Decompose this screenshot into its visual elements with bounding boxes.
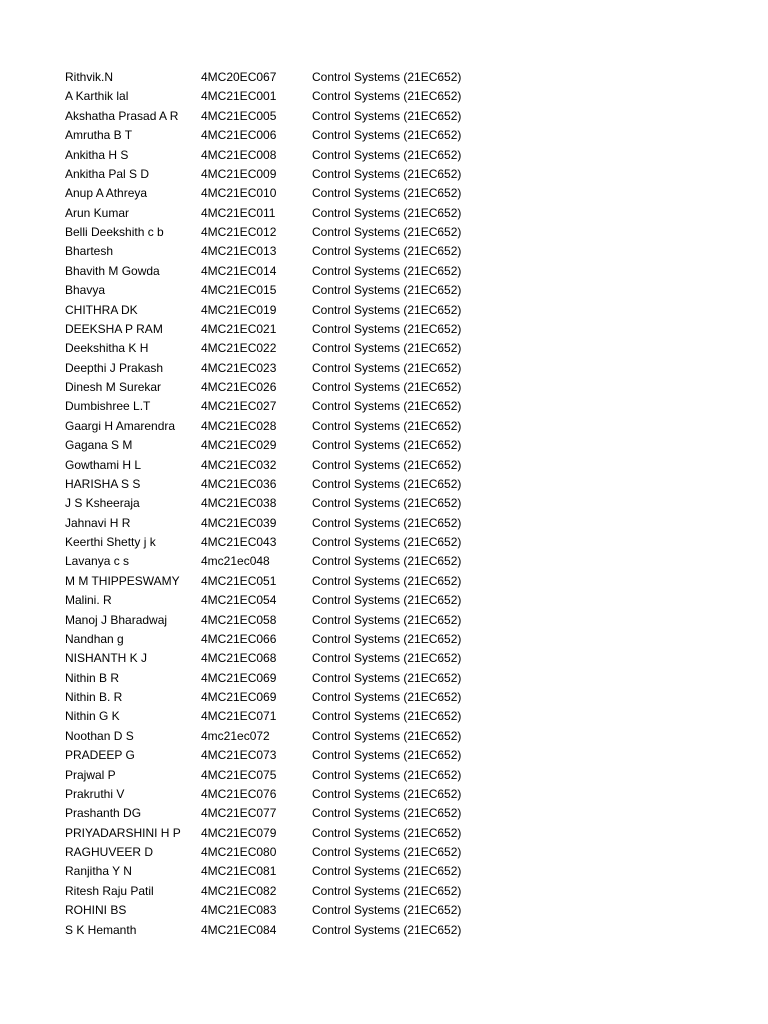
student-list: [0, 68, 768, 940]
course-cell: Control Systems (21EC652): [312, 515, 462, 530]
table-row: [0, 611, 768, 630]
usn-cell: 4MC21EC069: [201, 690, 277, 704]
course-cell: Control Systems (21EC652): [312, 380, 462, 394]
course-cell: Control Systems (21EC652): [312, 321, 462, 336]
table-row: [0, 766, 768, 785]
usn-cell: 4MC21EC066: [201, 631, 277, 646]
usn-cell: 4MC21EC036: [201, 476, 277, 491]
student-name-cell: Nithin B. R: [65, 690, 123, 704]
usn-cell: 4MC21EC083: [201, 903, 277, 918]
usn-cell: 4MC21EC021: [201, 321, 277, 336]
table-row: [0, 107, 768, 126]
table-row: [0, 204, 768, 223]
table-row: [0, 591, 768, 610]
student-name-cell: Rithvik.N: [65, 70, 114, 84]
student-name-cell: Nithin B R: [65, 670, 120, 685]
usn-cell: 4mc21ec048: [201, 554, 270, 569]
course-cell: Control Systems (21EC652): [312, 225, 462, 239]
usn-cell: 4MC21EC068: [201, 651, 277, 666]
usn-cell: 4MC21EC023: [201, 360, 277, 375]
course-cell: Control Systems (21EC652): [312, 670, 462, 685]
student-name-cell: Prakruthi V: [65, 786, 125, 801]
course-cell: Control Systems (21EC652): [312, 166, 462, 181]
usn-cell: 4MC21EC077: [201, 806, 277, 821]
usn-cell: 4MC21EC028: [201, 418, 277, 433]
course-cell: Control Systems (21EC652): [312, 418, 462, 433]
student-name-cell: A Karthik lal: [65, 89, 129, 104]
course-cell: Control Systems (21EC652): [312, 883, 462, 898]
course-cell: Control Systems (21EC652): [312, 70, 462, 84]
table-row: [0, 397, 768, 416]
table-row: [0, 901, 768, 920]
student-name-cell: Bhavya: [65, 283, 106, 298]
table-row: [0, 281, 768, 300]
student-name-cell: Amrutha B T: [65, 128, 133, 143]
usn-cell: 4MC21EC006: [201, 128, 277, 143]
usn-cell: 4MC21EC058: [201, 612, 277, 627]
student-name-cell: Deepthi J Prakash: [65, 360, 164, 375]
table-row: [0, 242, 768, 261]
table-row: [0, 843, 768, 862]
course-cell: Control Systems (21EC652): [312, 535, 462, 549]
student-name-cell: Gaargi H Amarendra: [65, 418, 176, 433]
course-cell: Control Systems (21EC652): [312, 728, 462, 743]
student-name-cell: Malini. R: [65, 593, 112, 608]
course-cell: Control Systems (21EC652): [312, 903, 462, 918]
usn-cell: 4MC21EC029: [201, 438, 277, 453]
table-row: [0, 475, 768, 494]
table-row: [0, 301, 768, 320]
course-cell: Control Systems (21EC652): [312, 806, 462, 821]
usn-cell: 4MC21EC039: [201, 515, 277, 530]
course-cell: Control Systems (21EC652): [312, 786, 462, 801]
student-name-cell: Manoj J Bharadwaj: [65, 612, 168, 627]
student-name-cell: Belli Deekshith c b: [65, 225, 164, 239]
course-cell: Control Systems (21EC652): [312, 612, 462, 627]
student-name-cell: Jahnavi H R: [65, 515, 131, 530]
table-row: [0, 804, 768, 823]
table-row: [0, 223, 768, 242]
student-name-cell: Ranjitha Y N: [65, 864, 132, 879]
usn-cell: 4MC21EC069: [201, 670, 277, 685]
usn-cell: 4MC21EC054: [201, 593, 277, 608]
course-cell: Control Systems (21EC652): [312, 845, 462, 859]
course-cell: Control Systems (21EC652): [312, 89, 462, 104]
course-cell: Control Systems (21EC652): [312, 554, 462, 569]
student-name-cell: NISHANTH K J: [65, 651, 148, 666]
table-row: [0, 87, 768, 106]
table-row: [0, 339, 768, 358]
usn-cell: 4MC21EC010: [201, 186, 277, 201]
usn-cell: 4MC21EC014: [201, 263, 277, 278]
course-cell: Control Systems (21EC652): [312, 631, 462, 646]
student-name-cell: Gagana S M: [65, 438, 133, 453]
student-name-cell: DEEKSHA P RAM: [65, 321, 163, 336]
table-row: [0, 630, 768, 649]
student-name-cell: Noothan D S: [65, 728, 134, 743]
usn-cell: 4MC21EC009: [201, 166, 277, 181]
table-row: [0, 785, 768, 804]
course-cell: Control Systems (21EC652): [312, 864, 462, 879]
usn-cell: 4MC21EC027: [201, 399, 277, 414]
course-cell: Control Systems (21EC652): [312, 186, 462, 201]
student-name-cell: Deekshitha K H: [65, 341, 149, 356]
usn-cell: 4MC21EC075: [201, 767, 277, 782]
table-row: [0, 649, 768, 668]
student-name-cell: Prajwal P: [65, 767, 116, 782]
table-row: [0, 184, 768, 203]
table-row: [0, 669, 768, 688]
course-cell: Control Systems (21EC652): [312, 263, 462, 278]
course-cell: Control Systems (21EC652): [312, 244, 462, 259]
course-cell: Control Systems (21EC652): [312, 147, 462, 162]
student-name-cell: Ankitha Pal S D: [65, 166, 150, 181]
table-row: [0, 456, 768, 475]
course-cell: Control Systems (21EC652): [312, 922, 462, 937]
student-name-cell: Keerthi Shetty j k: [65, 535, 156, 549]
usn-cell: 4MC20EC067: [201, 70, 277, 84]
student-name-cell: Nandhan g: [65, 631, 124, 646]
student-name-cell: Akshatha Prasad A R: [65, 108, 179, 123]
student-name-cell: Prashanth DG: [65, 806, 142, 821]
table-row: [0, 707, 768, 726]
usn-cell: 4MC21EC043: [201, 535, 277, 549]
student-name-cell: J S Ksheeraja: [65, 496, 140, 511]
student-name-cell: ROHINI BS: [65, 903, 127, 918]
student-name-cell: Dumbishree L.T: [65, 399, 151, 414]
table-row: [0, 494, 768, 513]
course-cell: Control Systems (21EC652): [312, 302, 462, 317]
usn-cell: 4MC21EC071: [201, 709, 277, 724]
table-row: [0, 146, 768, 165]
student-name-cell: PRADEEP G: [65, 748, 135, 763]
usn-cell: 4MC21EC001: [201, 89, 277, 104]
table-row: [0, 165, 768, 184]
usn-cell: 4MC21EC038: [201, 496, 277, 511]
usn-cell: 4MC21EC019: [201, 302, 277, 317]
table-row: [0, 514, 768, 533]
course-cell: Control Systems (21EC652): [312, 457, 462, 472]
student-name-cell: Ankitha H S: [65, 147, 129, 162]
usn-cell: 4MC21EC022: [201, 341, 277, 356]
table-row: [0, 862, 768, 881]
table-row: [0, 727, 768, 746]
course-cell: Control Systems (21EC652): [312, 748, 462, 763]
student-name-cell: Nithin G K: [65, 709, 120, 724]
student-name-cell: Bhartesh: [65, 244, 114, 259]
course-cell: Control Systems (21EC652): [312, 690, 462, 704]
table-row: [0, 126, 768, 145]
course-cell: Control Systems (21EC652): [312, 593, 462, 608]
student-name-cell: Lavanya c s: [65, 554, 130, 569]
usn-cell: 4MC21EC005: [201, 108, 277, 123]
course-cell: Control Systems (21EC652): [312, 709, 462, 724]
table-row: [0, 262, 768, 281]
usn-cell: 4MC21EC079: [201, 825, 277, 840]
student-name-cell: RAGHUVEER D: [65, 845, 154, 859]
student-name-cell: Bhavith M Gowda: [65, 263, 160, 278]
course-cell: Control Systems (21EC652): [312, 825, 462, 840]
course-cell: Control Systems (21EC652): [312, 205, 462, 220]
table-row: [0, 572, 768, 591]
usn-cell: 4MC21EC084: [201, 922, 277, 937]
course-cell: Control Systems (21EC652): [312, 283, 462, 298]
table-row: [0, 921, 768, 940]
usn-cell: 4MC21EC026: [201, 380, 277, 394]
student-name-cell: CHITHRA DK: [65, 302, 138, 317]
student-name-cell: PRIYADARSHINI H P: [65, 825, 181, 840]
usn-cell: 4MC21EC012: [201, 225, 277, 239]
usn-cell: 4MC21EC076: [201, 786, 277, 801]
table-row: [0, 746, 768, 765]
table-row: [0, 68, 768, 87]
course-cell: Control Systems (21EC652): [312, 651, 462, 666]
student-name-cell: Dinesh M Surekar: [65, 380, 162, 394]
table-row: [0, 552, 768, 571]
student-name-cell: S K Hemanth: [65, 922, 137, 937]
usn-cell: 4MC21EC011: [201, 205, 276, 220]
student-name-cell: HARISHA S S: [65, 476, 141, 491]
course-cell: Control Systems (21EC652): [312, 767, 462, 782]
usn-cell: 4MC21EC081: [201, 864, 277, 879]
student-name-cell: Ritesh Raju Patil: [65, 883, 154, 898]
usn-cell: 4MC21EC073: [201, 748, 277, 763]
usn-cell: 4MC21EC051: [201, 573, 277, 588]
course-cell: Control Systems (21EC652): [312, 360, 462, 375]
usn-cell: 4MC21EC008: [201, 147, 277, 162]
table-row: [0, 320, 768, 339]
table-row: [0, 359, 768, 378]
table-row: [0, 417, 768, 436]
table-row: [0, 378, 768, 397]
course-cell: Control Systems (21EC652): [312, 476, 462, 491]
student-name-cell: Anup A Athreya: [65, 186, 148, 201]
student-name-cell: M M THIPPESWAMY: [65, 573, 180, 588]
usn-cell: 4MC21EC013: [201, 244, 277, 259]
table-row: [0, 688, 768, 707]
course-cell: Control Systems (21EC652): [312, 128, 462, 143]
course-cell: Control Systems (21EC652): [312, 496, 462, 511]
course-cell: Control Systems (21EC652): [312, 573, 462, 588]
table-row: [0, 824, 768, 843]
table-row: [0, 533, 768, 552]
course-cell: Control Systems (21EC652): [312, 438, 462, 453]
usn-cell: 4MC21EC082: [201, 883, 277, 898]
student-name-cell: Arun Kumar: [65, 205, 130, 220]
usn-cell: 4MC21EC015: [201, 283, 277, 298]
usn-cell: 4MC21EC032: [201, 457, 277, 472]
usn-cell: 4mc21ec072: [201, 728, 270, 743]
table-row: [0, 436, 768, 455]
course-cell: Control Systems (21EC652): [312, 108, 462, 123]
usn-cell: 4MC21EC080: [201, 845, 277, 859]
course-cell: Control Systems (21EC652): [312, 341, 462, 356]
course-cell: Control Systems (21EC652): [312, 399, 462, 414]
table-row: [0, 882, 768, 901]
student-name-cell: Gowthami H L: [65, 457, 142, 472]
